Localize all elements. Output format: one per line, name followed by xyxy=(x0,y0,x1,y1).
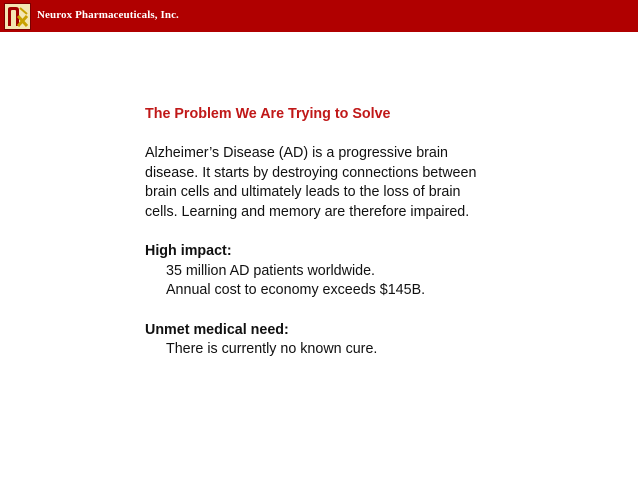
unmet-need-list xyxy=(145,340,505,360)
company-name: Neurox Pharmaceuticals, Inc. xyxy=(37,9,179,21)
neurox-logo-icon xyxy=(4,3,31,30)
unmet-need-title: Unmet medical need: xyxy=(145,321,289,338)
high-impact-item: 35 million AD patients worldwide. xyxy=(166,262,375,279)
unmet-need-item: There is currently no known cure. xyxy=(166,341,378,358)
intro-line: disease. It starts by destroying connections between xyxy=(145,164,477,181)
high-impact-item: Annual cost to economy exceeds $145B. xyxy=(166,282,426,299)
header-bar xyxy=(0,0,638,32)
intro-line: cells. Learning and memory are therefore impaired. xyxy=(145,203,470,220)
slide-heading: The Problem We Are Trying to Solve xyxy=(145,106,391,122)
neurox-logo-graphic xyxy=(5,4,30,29)
intro-line: brain cells and ultimately leads to the loss of brain xyxy=(145,184,461,201)
intro-line: Alzheimer’s Disease (AD) is a progressive brain xyxy=(145,145,448,162)
high-impact-title: High impact: xyxy=(145,243,232,260)
intro-paragraph xyxy=(145,144,505,222)
slide-content xyxy=(145,105,505,360)
high-impact-list xyxy=(145,262,505,301)
